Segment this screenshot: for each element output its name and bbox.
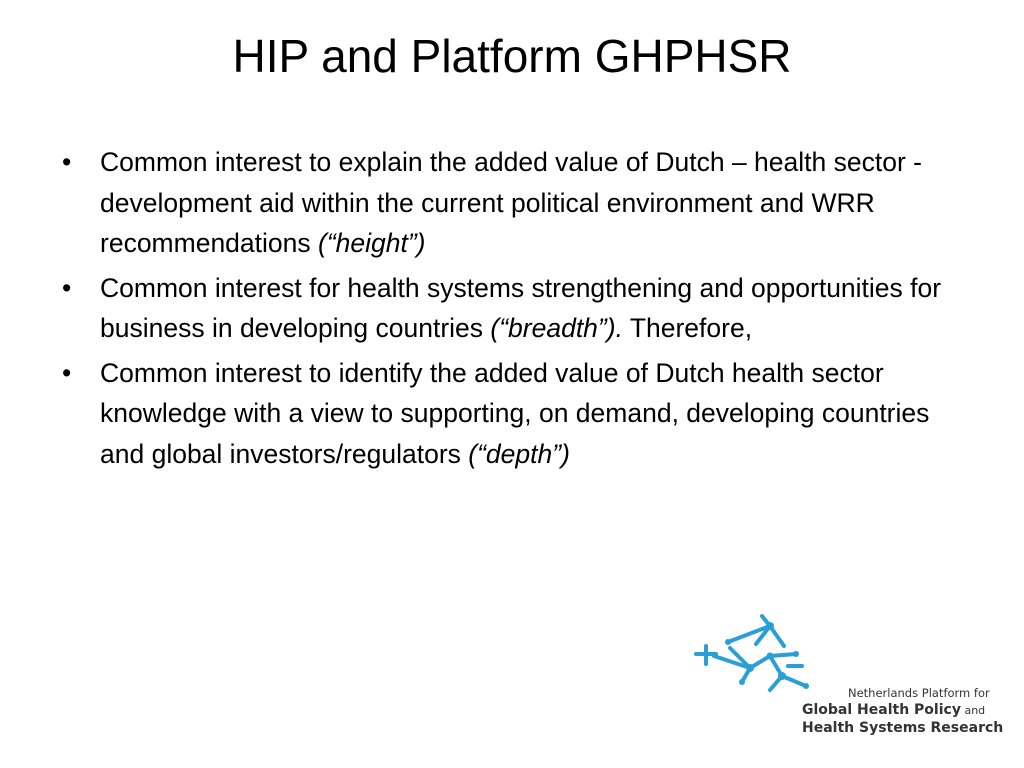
logo-line-policy <box>802 701 985 720</box>
logo-line-research: Health Systems Research <box>802 720 1004 736</box>
bullet-text: Common interest to identify the added value of Dutch health sector knowledge with a view to supporting, on demand, developing countries and global investors/regulators <box>100 357 930 469</box>
bullet-text: Common interest for health systems strengthening and opportunities for business in developing countries <box>100 272 942 343</box>
logo-line-platform: Netherlands Platform for <box>848 686 990 700</box>
logo-line-and: and <box>960 704 986 717</box>
logo-line-policy-text: Global Health Policy <box>802 702 961 718</box>
bullet-list <box>62 142 962 478</box>
bullet-text-after: Therefore, <box>622 313 753 343</box>
bullet-emphasis: (“height”) <box>318 228 426 258</box>
bullet-emphasis: (“depth”) <box>468 438 570 469</box>
bullet-item-height <box>62 142 962 264</box>
bullet-marker: • <box>62 272 72 303</box>
slide-title: HIP and Platform GHPHSR <box>232 30 792 82</box>
bullet-item-depth <box>62 353 962 475</box>
bullet-marker: • <box>62 147 72 177</box>
network-nodes-icon <box>686 612 826 702</box>
bullet-item-breadth <box>62 268 962 349</box>
organization-logo <box>686 612 1006 742</box>
bullet-emphasis: (“breadth”). <box>490 313 623 343</box>
bullet-text: Common interest to explain the added value of Dutch – health sector - development aid within the current political environment and WRR recommendations <box>100 147 922 258</box>
bullet-marker: • <box>62 357 72 388</box>
